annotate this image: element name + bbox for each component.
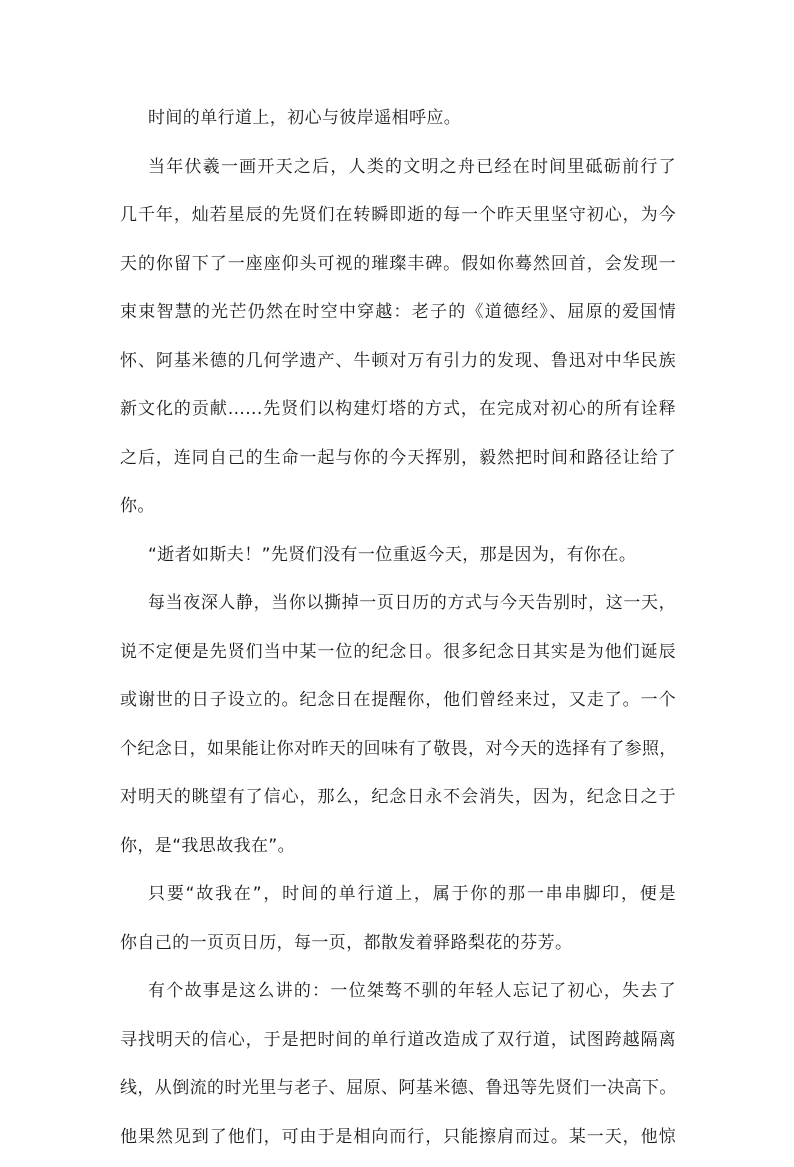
document-body xyxy=(120,100,676,1167)
paragraph-line: 寻找明天的信心，于是把时间的单行道改造成了双行道，试图跨越隔离 xyxy=(120,1022,676,1071)
paragraph-line: 之后，连同自己的生命一起与你的今天挥别，毅然把时间和路径让给了 xyxy=(120,440,676,489)
paragraph-line: 时间的单行道上，初心与彼岸遥相呼应。 xyxy=(120,100,676,149)
paragraph-line: 或谢世的日子设立的。纪念日在提醒你，他们曾经来过，又走了。一个 xyxy=(120,682,676,731)
paragraph-line: 几千年，灿若星辰的先贤们在转瞬即逝的每一个昨天里坚守初心，为今 xyxy=(120,197,676,246)
paragraph-line: 你。 xyxy=(120,488,676,537)
paragraph-line: 当年伏羲一画开天之后，人类的文明之舟已经在时间里砥砺前行了 xyxy=(120,149,676,198)
paragraph-line: “逝者如斯夫！”先贤们没有一位重返今天，那是因为，有你在。 xyxy=(120,537,676,586)
paragraph-line: 他果然见到了他们，可由于是相向而行，只能擦肩而过。某一天，他惊 xyxy=(120,1119,676,1167)
paragraph-line: 只要“故我在”，时间的单行道上，属于你的那一串串脚印，便是 xyxy=(120,876,676,925)
paragraph-line: 线，从倒流的时光里与老子、屈原、阿基米德、鲁迅等先贤们一决高下。 xyxy=(120,1070,676,1119)
paragraph-line: 束束智慧的光芒仍然在时空中穿越：老子的《道德经》、屈原的爱国情 xyxy=(120,294,676,343)
paragraph-line: 你，是“我思故我在”。 xyxy=(120,828,676,877)
paragraph-line: 说不定便是先贤们当中某一位的纪念日。很多纪念日其实是为他们诞辰 xyxy=(120,634,676,683)
paragraph-line: 你自己的一页页日历，每一页，都散发着驿路梨花的芬芳。 xyxy=(120,925,676,974)
paragraph-line: 怀、阿基米德的几何学遗产、牛顿对万有引力的发现、鲁迅对中华民族 xyxy=(120,343,676,392)
paragraph-line: 新文化的贡献......先贤们以构建灯塔的方式，在完成对初心的所有诠释 xyxy=(120,391,676,440)
paragraph-line: 每当夜深人静，当你以撕掉一页日历的方式与今天告别时，这一天， xyxy=(120,585,676,634)
paragraph-line: 个纪念日，如果能让你对昨天的回味有了敬畏，对今天的选择有了参照， xyxy=(120,731,676,780)
paragraph-line: 对明天的眺望有了信心，那么，纪念日永不会消失，因为，纪念日之于 xyxy=(120,779,676,828)
paragraph-line: 有个故事是这么讲的：一位桀骜不驯的年轻人忘记了初心，失去了 xyxy=(120,973,676,1022)
paragraph-line: 天的你留下了一座座仰头可视的璀璨丰碑。假如你蓦然回首，会发现一 xyxy=(120,246,676,295)
